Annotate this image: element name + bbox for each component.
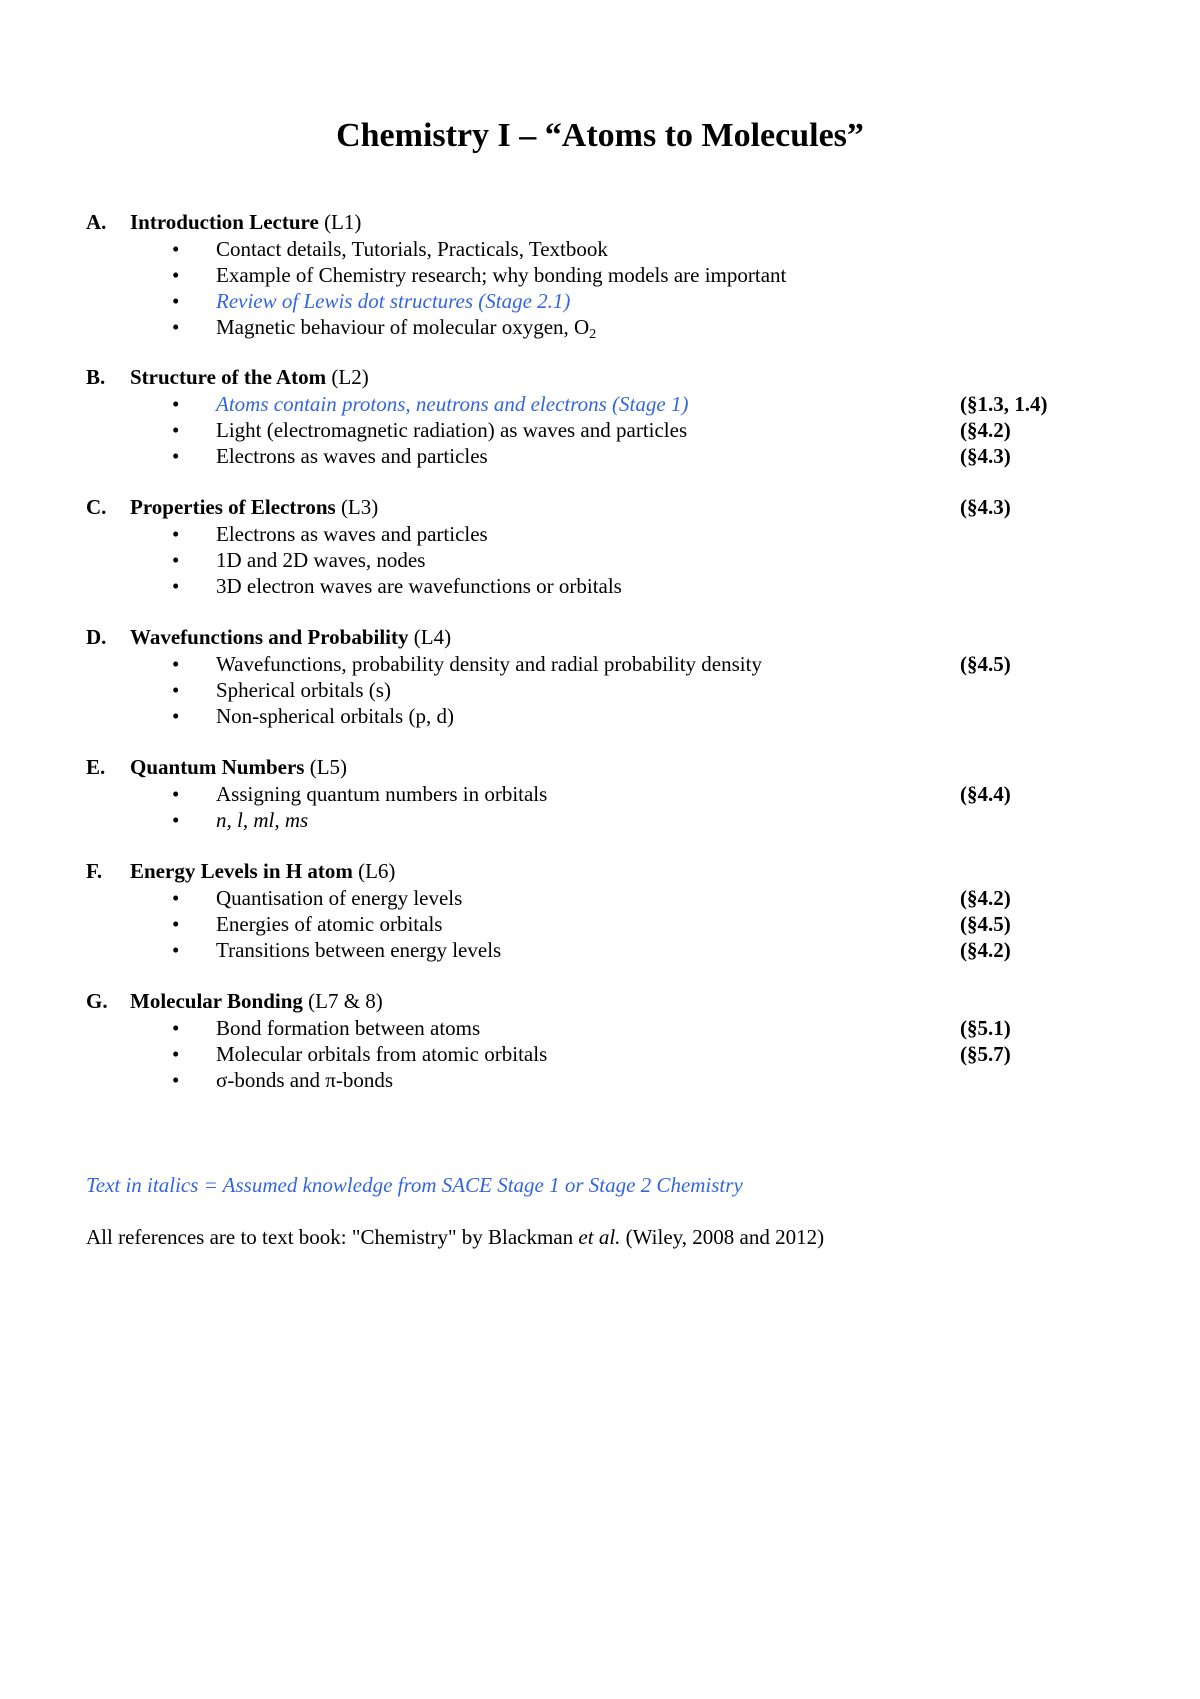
textbook-reference: (§4.5) (960, 652, 1011, 676)
bullet-icon: • (172, 392, 180, 416)
item-text: Molecular orbitals from atomic orbitals (216, 1042, 548, 1066)
textbook-reference: (§4.5) (960, 912, 1011, 936)
list-item (172, 781, 547, 807)
list-item (172, 1041, 547, 1067)
section-letter: B. (86, 365, 106, 389)
list-item (172, 417, 687, 443)
list-item (172, 573, 622, 599)
section-g-heading (86, 988, 383, 1014)
bullet-icon: • (172, 444, 180, 468)
lecture-number: (L6) (358, 859, 396, 883)
list-item (172, 807, 308, 833)
list-item (172, 236, 608, 262)
bullet-icon: • (172, 1068, 180, 1092)
bullet-icon: • (172, 704, 180, 728)
textbook-reference: (§4.3) (960, 495, 1011, 519)
section-letter: F. (86, 859, 103, 883)
textbook-reference: (§4.2) (960, 938, 1011, 962)
item-text: Electrons as waves and particles (216, 444, 488, 468)
list-item (172, 521, 488, 547)
section-letter: G. (86, 989, 108, 1013)
lecture-number: (L3) (340, 495, 379, 519)
list-item (172, 1067, 393, 1093)
list-item (172, 288, 570, 314)
bullet-icon: • (172, 574, 180, 598)
section-d-heading (86, 624, 451, 650)
section-a-heading (86, 209, 361, 235)
list-item (172, 443, 488, 469)
item-text: Contact details, Tutorials, Practicals, Textbook (216, 237, 608, 261)
page-title: Chemistry I – “Atoms to Molecules” (336, 117, 864, 154)
item-text: Example of Chemistry research; why bonding models are important (216, 263, 787, 287)
section-title: Energy Levels in H atom (130, 859, 353, 883)
section-e-heading (86, 754, 347, 780)
lecture-number: (L2) (331, 365, 369, 389)
section-title: Introduction Lecture (130, 210, 319, 234)
bullet-icon: • (172, 938, 180, 962)
section-title: Quantum Numbers (130, 755, 305, 779)
bullet-icon: • (172, 263, 180, 287)
textbook-reference: (§1.3, 1.4) (960, 392, 1048, 416)
list-item (172, 391, 688, 417)
section-letter: A. (86, 210, 107, 234)
section-title: Molecular Bonding (130, 989, 303, 1013)
bullet-icon: • (172, 678, 180, 702)
item-text: Light (electromagnetic radiation) as waves and particles (216, 418, 688, 442)
bullet-icon: • (172, 886, 180, 910)
item-text: Non-spherical orbitals (p, d) (216, 704, 454, 728)
bullet-icon: • (172, 237, 180, 261)
bullet-icon: • (172, 652, 180, 676)
textbook-reference: (§5.1) (960, 1016, 1011, 1040)
section-letter: E. (86, 755, 106, 779)
item-text: Review of Lewis dot structures (Stage 2.1) (216, 289, 571, 313)
bullet-icon: • (172, 1042, 180, 1066)
list-item (172, 911, 442, 937)
list-item (172, 651, 762, 677)
textbook-reference: (§5.7) (960, 1042, 1011, 1066)
item-text: Quantisation of energy levels (216, 886, 463, 910)
bullet-icon: • (172, 315, 180, 339)
bullet-icon: • (172, 548, 180, 572)
item-text: Magnetic behaviour of molecular oxygen, O (216, 315, 590, 339)
references-note (86, 1224, 824, 1250)
section-c-heading (86, 494, 378, 520)
list-item (172, 262, 786, 288)
bullet-icon: • (172, 289, 180, 313)
textbook-reference: (§4.4) (960, 782, 1011, 806)
textbook-reference: (§4.2) (960, 418, 1011, 442)
section-title: Wavefunctions and Probability (130, 625, 409, 649)
quantum-numbers-text: n, l, ml, ms (216, 808, 309, 832)
list-item (172, 677, 391, 703)
lecture-number: (L7 & 8) (308, 989, 383, 1013)
item-text: Bond formation between atoms (216, 1016, 481, 1040)
item-text: Atoms contain protons, neutrons and electrons (Stage 1) (216, 392, 689, 416)
list-item (172, 547, 425, 573)
textbook-reference: (§4.3) (960, 444, 1011, 468)
lecture-number: (L4) (413, 625, 452, 649)
item-text: Assigning quantum numbers in orbitals (216, 782, 548, 806)
references-prefix: All references are to text book: "Chemistry" by Blackman (86, 1225, 579, 1249)
section-f-heading (86, 858, 395, 884)
item-text: 3D electron waves are wavefunctions or orbitals (216, 574, 622, 598)
list-item (172, 937, 501, 963)
lecture-number: (L5) (309, 755, 348, 779)
subscript: 2 (589, 327, 597, 342)
assumed-knowledge-note: Text in italics = Assumed knowledge from SACE Stage 1 or Stage 2 Chemistry (86, 1173, 743, 1197)
bullet-icon: • (172, 1016, 180, 1040)
section-letter: D. (86, 625, 107, 649)
item-text: Electrons as waves and particles (216, 522, 488, 546)
item-text: Spherical orbitals (s) (216, 678, 391, 702)
bullet-icon: • (172, 418, 180, 442)
section-title: Structure of the Atom (130, 365, 327, 389)
list-item (172, 314, 596, 340)
references-etal: et al. (578, 1225, 621, 1249)
bullet-icon: • (172, 782, 180, 806)
list-item (172, 885, 462, 911)
lecture-number: (L1) (324, 210, 362, 234)
section-letter: C. (86, 495, 107, 519)
item-text: σ-bonds and π-bonds (216, 1068, 394, 1092)
bullet-icon: • (172, 808, 180, 832)
bullet-icon: • (172, 522, 180, 546)
list-item (172, 1015, 480, 1041)
bullet-icon: • (172, 912, 180, 936)
textbook-reference: (§4.2) (960, 886, 1011, 910)
section-b-heading (86, 364, 369, 390)
item-text: Wavefunctions, probability density and radial probability density (216, 652, 762, 676)
list-item (172, 703, 454, 729)
item-text: Transitions between energy levels (216, 938, 502, 962)
item-text: 1D and 2D waves, nodes (216, 548, 426, 572)
section-title: Properties of Electrons (130, 495, 336, 519)
item-text: Energies of atomic orbitals (216, 912, 443, 936)
references-suffix: (Wiley, 2008 and 2012) (620, 1225, 825, 1249)
